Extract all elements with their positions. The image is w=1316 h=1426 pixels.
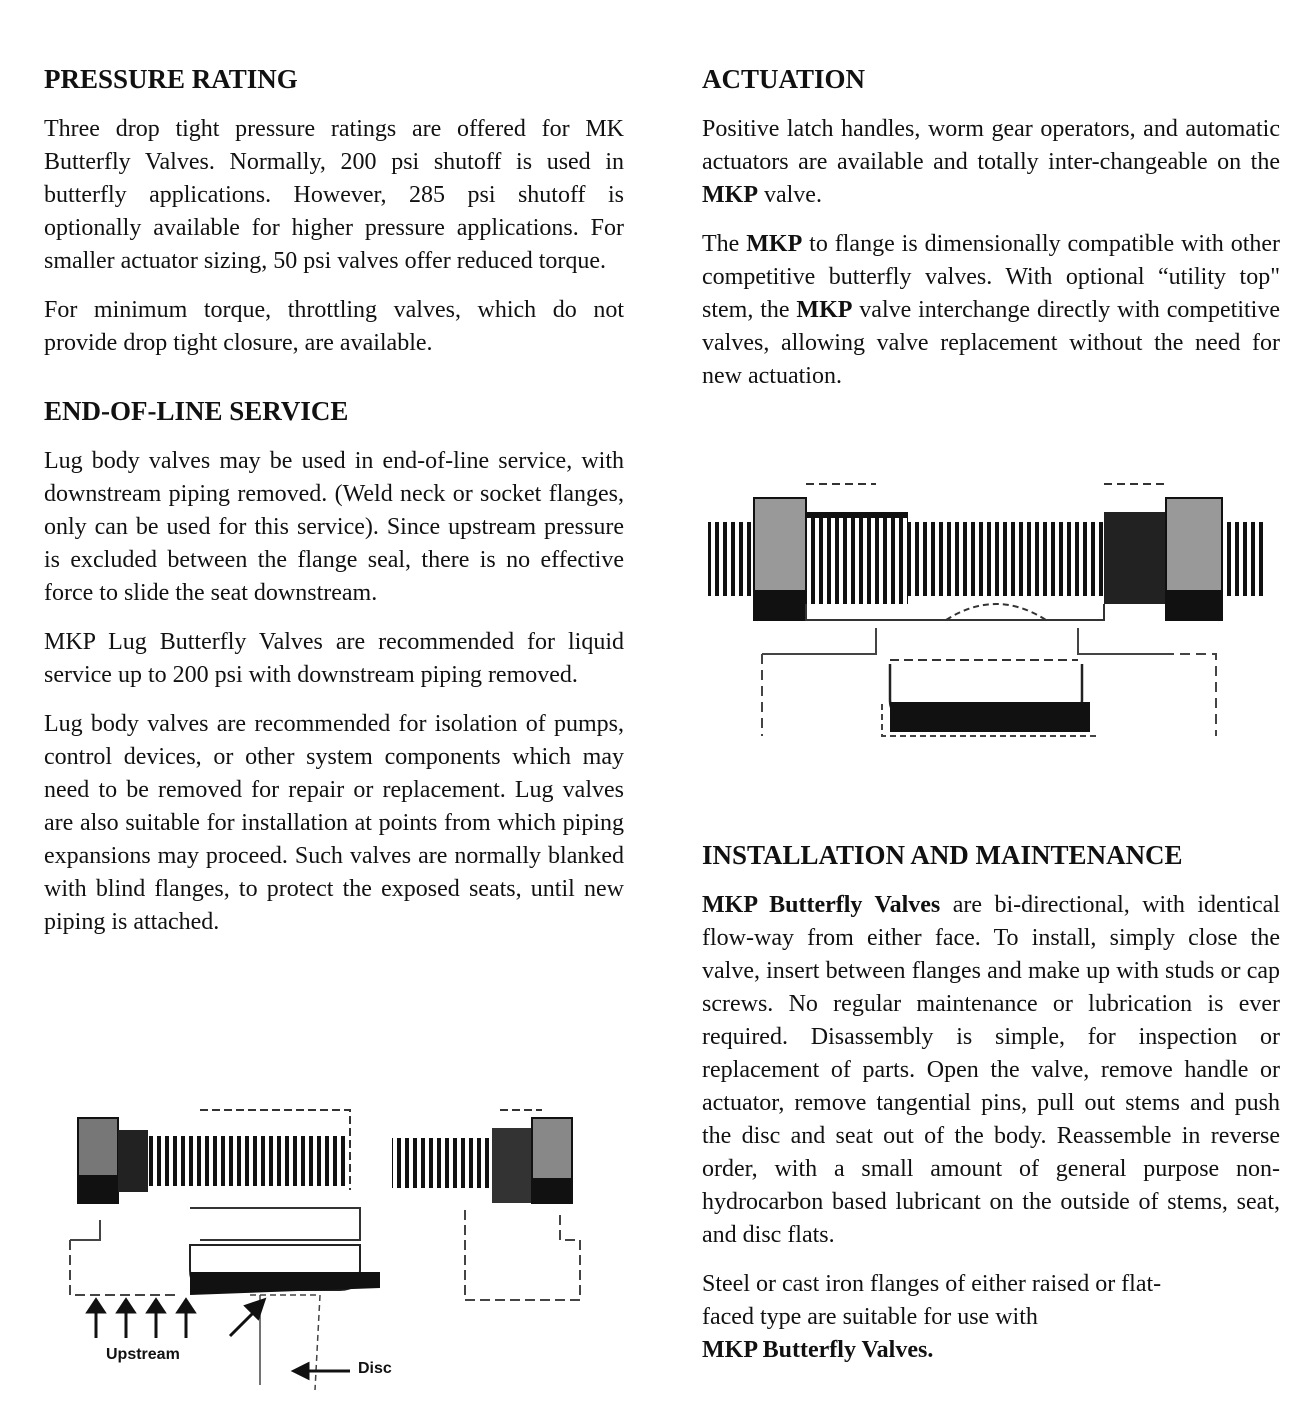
- installation-paragraph-2: Steel or cast iron flanges of either raised or flat-faced type are suitable for use with MKP Butterfly Valves.: [702, 1271, 1162, 1364]
- label-disc: Disc: [358, 1360, 392, 1377]
- right-column-top: [702, 62, 1280, 409]
- heading-actuation: ACTUATION: [702, 64, 866, 94]
- heading-installation-and-maintenance: INSTALLATION AND MAINTENANCE: [702, 840, 1183, 870]
- flange-stud-diagram: [706, 478, 1270, 740]
- left-threaded-rod: [148, 1136, 348, 1186]
- left-column: [44, 62, 624, 955]
- seat-disc-shape: [890, 702, 1090, 732]
- upstream-arrows: [88, 1300, 264, 1338]
- disc-shape: [190, 1272, 380, 1295]
- right-column-bottom: [702, 838, 1280, 1383]
- pressure-rating-paragraph-2: For minimum torque, throttling valves, which do not provide drop tight closure, are available.: [44, 297, 624, 357]
- flange-diagram-svg: [706, 478, 1270, 740]
- label-upstream: Upstream: [106, 1346, 180, 1363]
- installation-paragraph-1: MKP Butterfly Valves are bi-directional, with identical flow-way from either face. To install, simply close the valve, insert between flanges and make up with studs or cap screws. No regular maintenance or lubrication is ever required. Disassembly is simple, for inspection or replacement of parts. Open the valve, remove handle or actuator, remove tangential pins, pull out stems and push the disc and seat out of the body. Reassemble in reverse order, with a small amount of general purpose non-hydrocarbon based lubricant on the outside of stems, seat, and disc flats.: [702, 892, 1280, 1249]
- end-of-line-valve-diagram: [60, 1100, 600, 1390]
- end-of-line-paragraph-3: Lug body valves are recommended for isolation of pumps, control devices, or other system components which may need to be removed for repair or replacement. Lug valves are also suitable for installation at points from which piping expansions may proceed. Such valves are normally blanked with blind flanges, to protect the exposed seats, until new piping is attached.: [44, 711, 624, 936]
- disc-pointer-arrow: [294, 1364, 350, 1378]
- heading-end-of-line-service: END-OF-LINE SERVICE: [44, 396, 349, 427]
- end-of-line-paragraph-2: MKP Lug Butterfly Valves are recommended for liquid service up to 200 psi with downstream piping removed.: [44, 629, 624, 689]
- pressure-rating-paragraph-1: Three drop tight pressure ratings are offered for MK Butterfly Valves. Normally, 200 psi shutoff is used in butterfly applications. However, 285 psi shutoff is optionally available for higher pressure applications. For smaller actuator sizing, 50 psi valves offer reduced torque.: [44, 116, 624, 275]
- heading-pressure-rating: PRESSURE RATING: [44, 64, 298, 94]
- right-threaded-rod: [392, 1138, 492, 1188]
- end-of-line-paragraph-1: Lug body valves may be used in end-of-line service, with downstream piping removed. (Weld neck or socket flanges, only can be used for this service). Since upstream pressure is excluded between the flange seal, there is no effective force to slide the seat downstream.: [44, 448, 624, 607]
- actuation-paragraph-2: The MKP to flange is dimensionally compatible with other competitive butterfly valves. With optional “utility top" stem, the MKP valve interchange directly with competitive valves, allowing valve replacement without the need for new actuation.: [702, 231, 1281, 390]
- actuation-paragraph-1: Positive latch handles, worm gear operators, and automatic actuators are available and totally inter-changeable on the MKP valve.: [702, 116, 1280, 209]
